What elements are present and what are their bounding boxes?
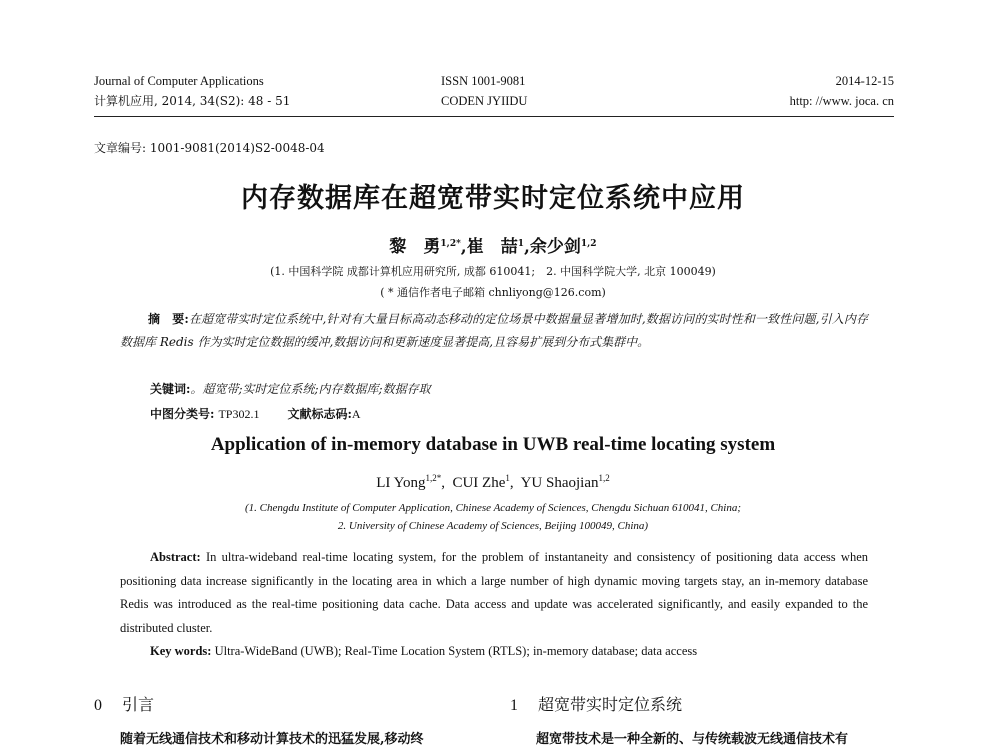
article-number: 文章编号: 1001-9081(2014)S2-0048-04: [94, 141, 325, 155]
abstract-cn: [120, 308, 868, 354]
abstract-en-text: In ultra-wideband real-time locating system, for the problem of instantaneity and consistency of positioning data access when positioning data increase significantly in the locating area in which a large number of high dynamic moving targets stay, an in-memory database Redis was introduced as the real-time positioning data cache. Data access and update was accelerated significantly, and easily expanded to the distributed cluster.: [120, 550, 868, 635]
section-number: 0: [94, 697, 102, 714]
author-affil-mark: 1,2: [598, 473, 610, 483]
header-rule: [94, 116, 894, 117]
abstract-cn-text: 在超宽带实时定位系统中,针对有大量目标高动态移动的定位场景中数据量显著增加时,数据访问的实时性和一致性问题,引入内存数据库 Redis 作为实时定位数据的缓冲,数据访问和更新速度显著提高,且容易扩展到分布式集群中。: [120, 312, 869, 349]
author-separator: ,: [460, 237, 467, 257]
affiliation-en-2: 2. University of Chinese Academy of Sciences, Beijing 100049, China): [337, 520, 649, 532]
keywords-en-text: Ultra-WideBand (UWB); Real-Time Location System (RTLS); in-memory database; data access: [214, 644, 698, 658]
doc-code-label: 文献标志码:: [287, 407, 352, 421]
keywords-en-label: Key words:: [150, 644, 212, 658]
author-en: CUI Zhe: [452, 475, 506, 491]
affiliation-en-1: (1. Chengdu Institute of Computer Application, Chinese Academy of Sciences, Chengdu Sichuan 610041, China;: [244, 502, 742, 514]
author-affil-mark: 1: [517, 239, 524, 249]
section-heading: [510, 692, 682, 715]
affiliation-cn: (1. 中国科学院 成都计算机应用研究所, 成都 610041; 2. 中国科学院大学, 北京 100049): [270, 265, 716, 278]
keywords-cn-text: 。超宽带;实时定位系统;内存数据库;数据存取: [190, 382, 431, 396]
section-title: 超宽带实时定位系统: [538, 695, 683, 714]
author-en: LI Yong: [376, 475, 426, 491]
author-separator: ,: [523, 237, 530, 257]
abstract-en-label: Abstract:: [150, 550, 201, 564]
issn: ISSN 1001-9081: [441, 74, 526, 88]
section-number: 1: [510, 697, 518, 714]
coden: CODEN JYIIDU: [441, 94, 528, 108]
body-text-line: 随着无线通信技术和移动计算技术的迅猛发展,移动终: [120, 732, 424, 747]
author-separator: ,: [509, 475, 514, 491]
author-separator: ,: [441, 475, 445, 491]
classification-cn: [150, 403, 361, 426]
clc-label: 中图分类号:: [150, 407, 215, 421]
author-cn: 黎 勇: [389, 237, 441, 257]
section-heading: [94, 692, 154, 715]
body-text-line: 超宽带技术是一种全新的、与传统载波无线通信技术有: [536, 732, 849, 747]
author-affil-mark: 1,2*: [425, 473, 442, 483]
author-cn: 余少剑: [529, 237, 581, 257]
author-en: YU Shaojian: [520, 475, 599, 491]
author-affil-mark: 1,2: [580, 239, 597, 249]
title-cn: 内存数据库在超宽带实时定位系统中应用: [241, 183, 745, 214]
abstract-en: [120, 546, 868, 640]
keywords-cn: [150, 378, 431, 401]
author-affil-mark: 1: [505, 473, 510, 483]
journal-name-en: Journal of Computer Applications: [94, 74, 264, 88]
corresponding-email-cn: ( * 通信作者电子邮箱 chnliyong@126.com): [380, 286, 606, 299]
title-en: Application of in-memory database in UWB real-time locating system: [210, 434, 776, 455]
authors-cn: [0, 232, 986, 257]
clc-value: TP302.1: [218, 407, 260, 421]
abstract-cn-label: 摘 要:: [148, 312, 189, 326]
authors-en: [0, 475, 986, 492]
journal-citation-cn: 计算机应用, 2014, 34(S2): 48 - 51: [94, 94, 291, 108]
keywords-cn-label: 关键词:: [150, 382, 191, 396]
doc-code-value: A: [351, 407, 361, 421]
journal-url: http: //www. joca. cn: [789, 94, 894, 108]
author-cn: 崔 喆: [466, 237, 518, 257]
publication-date: 2014-12-15: [835, 74, 894, 88]
author-affil-mark: 1,2*: [440, 239, 461, 249]
section-title: 引言: [122, 695, 155, 714]
keywords-en: [150, 640, 697, 664]
